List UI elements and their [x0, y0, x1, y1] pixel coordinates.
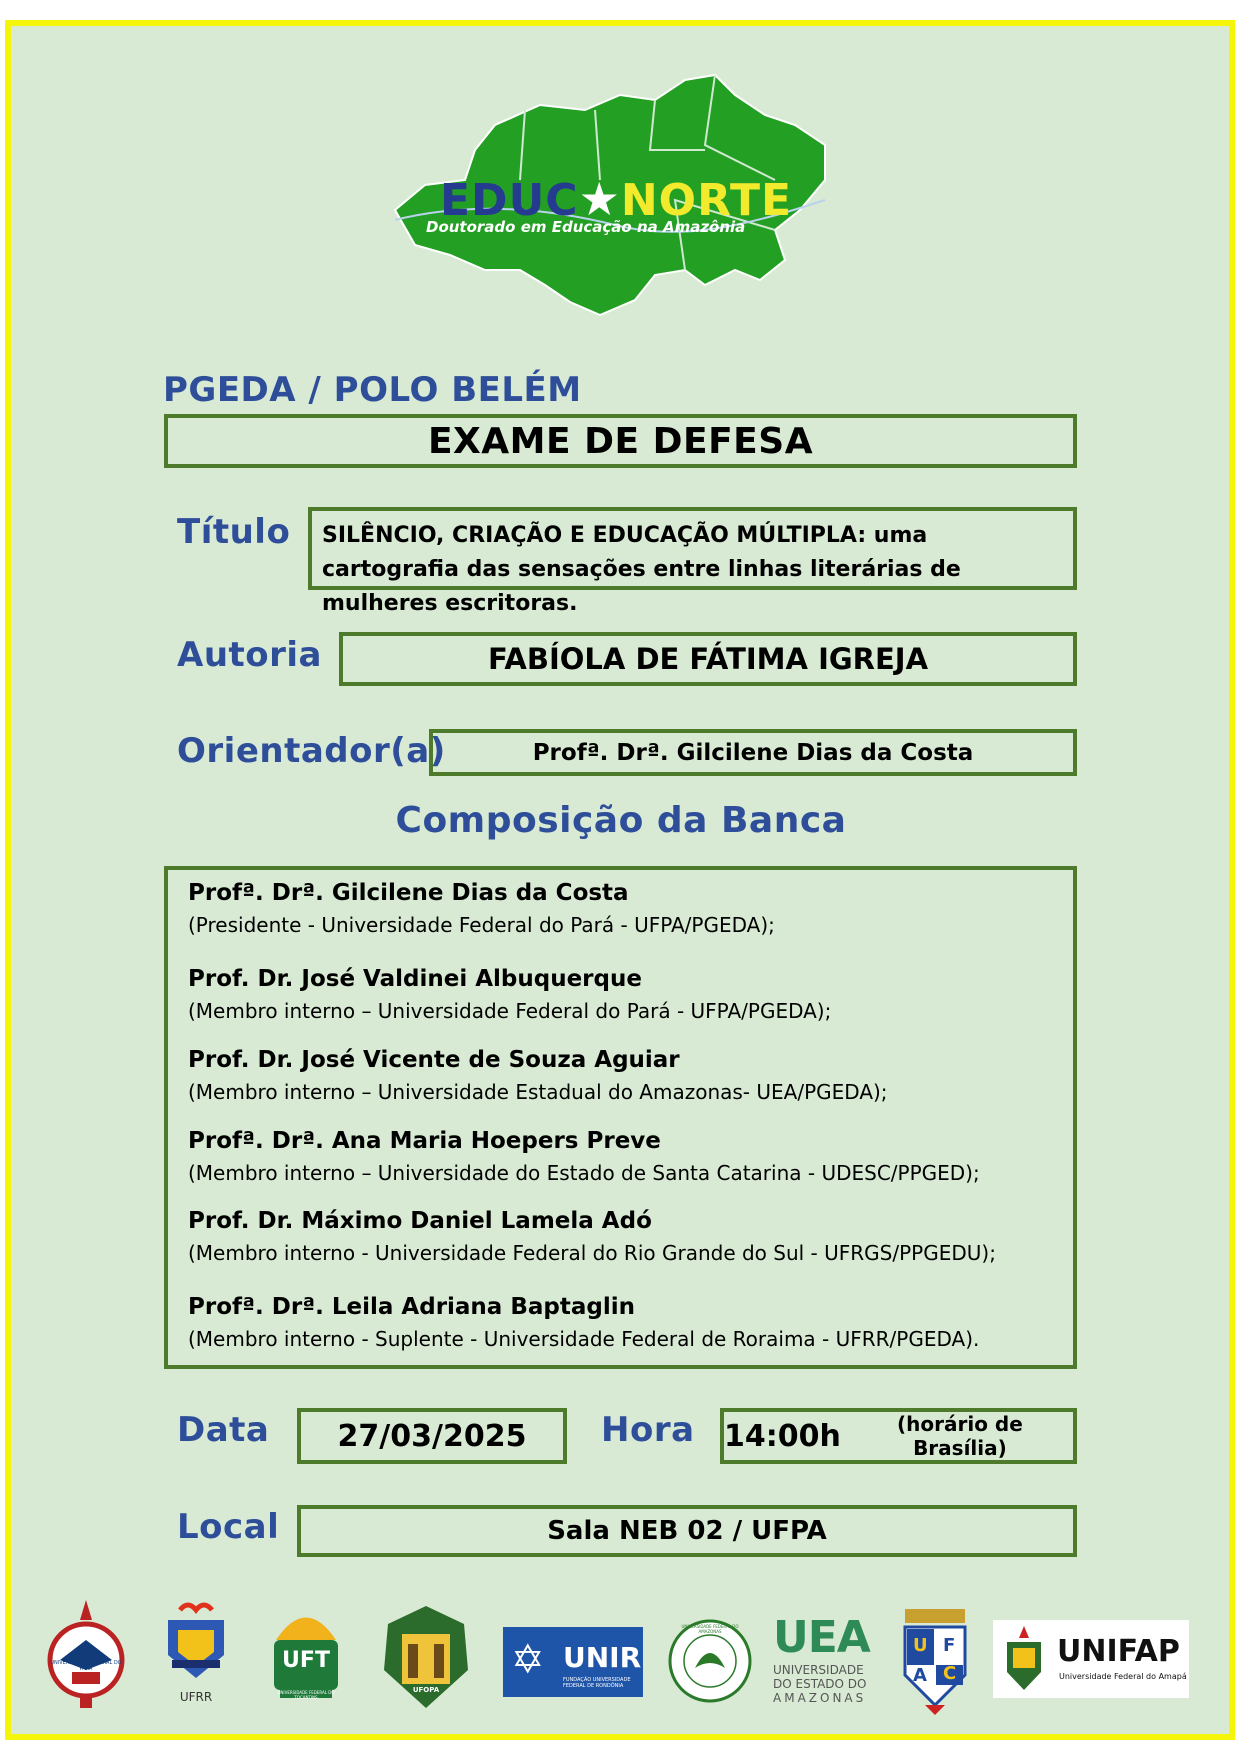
member-role: (Membro interno – Universidade Estadual do Amazonas- UEA/PGEDA);	[188, 1080, 888, 1104]
member-role: (Membro interno – Universidade do Estado de Santa Catarina - UDESC/PPGED);	[188, 1161, 980, 1185]
banca-member	[188, 966, 831, 1023]
uea-line3: AMAZONAS	[773, 1691, 867, 1705]
member-name: Profª. Drª. Leila Adriana Baptaglin	[188, 1294, 635, 1320]
uea-line2: DO ESTADO DO	[773, 1677, 867, 1691]
ufopa-logo	[378, 1600, 474, 1712]
orientador-label: Orientador(a)	[177, 731, 446, 771]
autoria-box	[339, 632, 1077, 686]
ufac-logo	[895, 1605, 975, 1717]
ufac-f: F	[943, 1635, 956, 1656]
ufopa-caption: UFOPA	[412, 1686, 440, 1694]
local-box	[297, 1505, 1077, 1557]
ufrr-shield-icon	[160, 1600, 232, 1690]
orientador-value: Profª. Drª. Gilcilene Dias da Costa	[532, 739, 974, 766]
member-role: (Presidente - Universidade Federal do Pará - UFPA/PGEDA);	[188, 913, 775, 937]
uft-text: UFT	[282, 1648, 330, 1673]
uea-logo	[773, 1612, 873, 1712]
member-role: (Membro interno - Suplente - Universidade Federal de Roraima - UFRR/PGEDA).	[188, 1327, 980, 1351]
unifap-logo	[993, 1620, 1189, 1698]
member-name: Profª. Drª. Gilcilene Dias da Costa	[188, 880, 629, 906]
orientador-box	[429, 729, 1077, 776]
unir-star-icon: ✡	[511, 1638, 545, 1682]
banca-box	[164, 866, 1077, 1369]
ufac-u: U	[913, 1635, 928, 1656]
hora-label: Hora	[601, 1410, 695, 1450]
banca-member	[188, 1047, 888, 1104]
ufopa-crest-icon	[378, 1600, 474, 1712]
unifap-text: UNIFAP	[1057, 1634, 1180, 1669]
data-label: Data	[177, 1410, 270, 1450]
local-label: Local	[177, 1507, 280, 1547]
unir-caption: FUNDAÇÃO UNIVERSIDADE FEDERAL DE RONDÔNIA	[563, 1677, 631, 1689]
hora-value: 14:00h	[724, 1418, 841, 1454]
hora-box	[720, 1408, 1077, 1464]
member-role: (Membro interno - Universidade Federal do Rio Grande do Sul - UFRGS/PPGEDU);	[188, 1241, 996, 1265]
uft-logo	[266, 1600, 346, 1710]
uea-line1: UNIVERSIDADE	[773, 1663, 864, 1677]
ufac-a: A	[913, 1665, 927, 1686]
data-value: 27/03/2025	[337, 1418, 527, 1454]
banca-member	[188, 1208, 996, 1265]
member-name: Prof. Dr. José Vicente de Souza Aguiar	[188, 1047, 680, 1073]
ufpa-seal-icon	[40, 1600, 132, 1710]
logo-norte-text: NORTE	[620, 175, 793, 226]
hora-note: (horário de Brasília)	[897, 1412, 1023, 1460]
unifap-crest-icon	[999, 1624, 1049, 1694]
banca-member	[188, 1128, 980, 1185]
titulo-label: Título	[177, 512, 291, 552]
titulo-box	[308, 507, 1077, 616]
ufam-caption: UNIVERSIDADE FEDERAL DO AMAZONAS	[681, 1624, 739, 1634]
ufpa-caption: UNIVERSIDADE FEDERAL DO PARÁ	[50, 1660, 122, 1672]
local-value: Sala NEB 02 / UFPA	[547, 1516, 827, 1546]
banca-heading: Composição da Banca	[395, 800, 847, 841]
titulo-value: SILÊNCIO, CRIAÇÃO E EDUCAÇÃO MÚLTIPLA: uma cartografia das sensações entre linhas literárias de mulheres escritoras.	[322, 523, 961, 616]
data-box	[297, 1408, 567, 1464]
ufpa-logo	[40, 1600, 132, 1710]
member-name: Profª. Drª. Ana Maria Hoepers Preve	[188, 1128, 661, 1154]
star-icon: ★	[578, 172, 621, 226]
unir-text: UNIR	[563, 1641, 642, 1674]
ufam-logo	[667, 1618, 753, 1704]
uea-text: UEA	[773, 1612, 870, 1663]
unir-logo	[503, 1627, 643, 1697]
exam-type-box	[164, 414, 1077, 468]
exam-type-label: EXAME DE DEFESA	[427, 420, 814, 462]
autoria-value: FABÍOLA DE FÁTIMA IGREJA	[487, 642, 929, 676]
member-name: Prof. Dr. Máximo Daniel Lamela Adó	[188, 1208, 652, 1234]
autoria-label: Autoria	[177, 635, 322, 675]
logo-educ-text: EDUC	[440, 175, 579, 226]
banca-member	[188, 880, 775, 937]
member-role: (Membro interno – Universidade Federal do Pará - UFPA/PGEDA);	[188, 999, 832, 1023]
ufrr-logo	[160, 1600, 232, 1710]
banca-member	[188, 1294, 979, 1351]
unifap-caption: Universidade Federal do Amapá	[1059, 1672, 1187, 1681]
member-name: Prof. Dr. José Valdinei Albuquerque	[188, 966, 642, 992]
ufac-shield-icon	[895, 1605, 975, 1717]
program-heading: PGEDA / POLO BELÉM	[163, 370, 582, 410]
ufrr-caption: UFRR	[179, 1690, 213, 1704]
logo-subtitle: Doutorado em Educação na Amazônia	[426, 218, 746, 236]
ufac-c: C	[943, 1663, 957, 1684]
uft-caption: UNIVERSIDADE FEDERAL DO TOCANTINS	[277, 1690, 335, 1700]
